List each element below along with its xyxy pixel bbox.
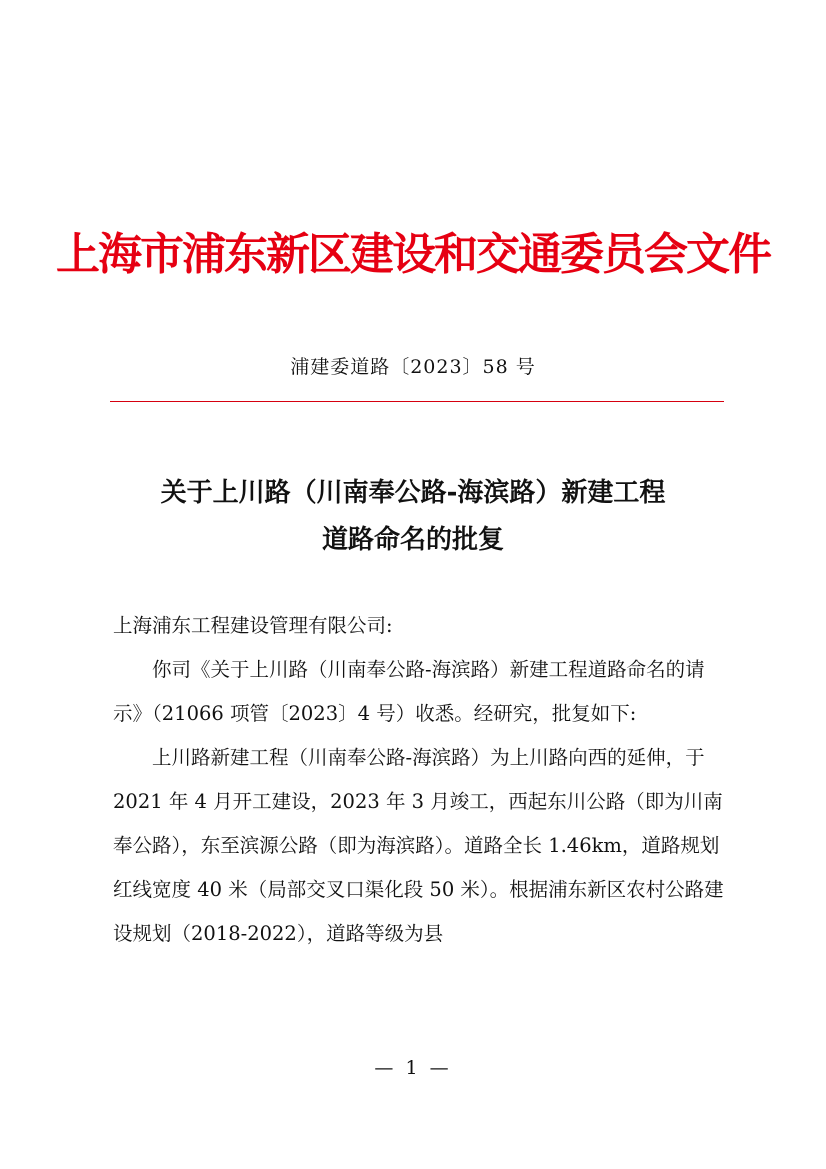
page-number: — 1 — — [374, 1057, 452, 1079]
addressee: 上海浦东工程建设管理有限公司: — [113, 614, 393, 637]
red-divider-line — [110, 401, 724, 402]
document-header-title: 上海市浦东新区建设和交通委员会文件 — [56, 229, 770, 280]
document-title-line-1: 关于上川路（川南奉公路-海滨路）新建工程 — [160, 478, 666, 508]
document-number: 浦建委道路〔2023〕58 号 — [290, 356, 536, 378]
document-title-line-2: 道路命名的批复 — [321, 525, 504, 555]
body-paragraph-2: 上川路新建工程（川南奉公路-海滨路）为上川路向西的延伸，于 2021 年 4 月开工建设，2023 年 3 月竣工，西起东川公路（即为川南奉公路），东至滨源公路（即为海滨路）。道路全长 1.46km，道路规划红线宽度 40 米（局部交叉口渠化段 50 米）。根据浦东新区农村公路建设规划（2018-2022），道路等级为县 — [113, 746, 724, 945]
document-title — [90, 470, 736, 564]
document-body — [113, 604, 733, 956]
body-paragraph-1: 你司《关于上川路（川南奉公路-海滨路）新建工程道路命名的请示》（21066 项管〔2023〕4 号）收悉。经研究，批复如下: — [113, 658, 705, 725]
